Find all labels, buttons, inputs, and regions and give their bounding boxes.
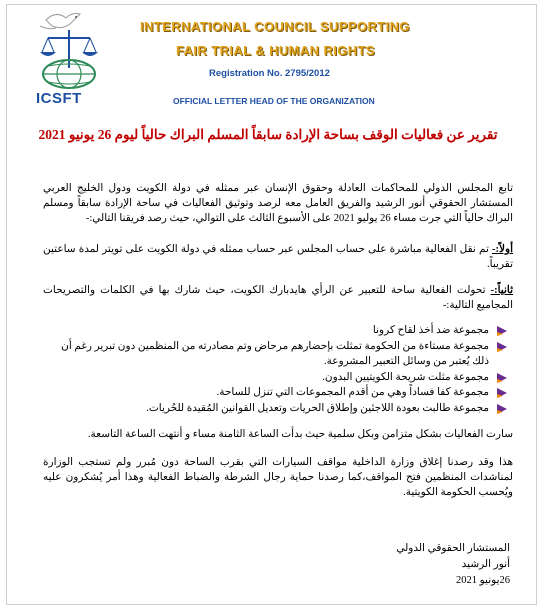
list-item: مجموعة مستاءة من الحكومة تمثلت بإحضارهم مرحاض وتم مصادرته من المنظمين دون تبرير رغم أن ذلك يُعتبر من وسائل التعبير المشروعة.	[43, 339, 513, 370]
dove-icon	[40, 14, 80, 29]
closing-time-paragraph: سارت الفعاليات بشكل متزامن وبكل سلمية حيث بدأت الساعة الثامنة مساء و أنتهت الساعة التاسعة.	[87, 429, 513, 440]
official-letterhead-label: OFFICIAL LETTER HEAD OF THE ORGANIZATION	[173, 96, 375, 106]
org-name-line-1: INTERNATIONAL COUNCIL SUPPORTING	[140, 19, 410, 34]
arrow-bullet-icon	[497, 404, 507, 414]
list-item: مجموعة طالبت بعودة اللاجئين وإطلاق الحريات وتعديل القوانين المُقيدة للحُريات.	[43, 401, 513, 417]
arrow-bullet-icon	[497, 342, 507, 352]
globe-icon	[43, 60, 95, 88]
point-two-lead: ثانياً:-	[490, 285, 513, 296]
point-one-lead: أولاً:-	[492, 244, 513, 255]
org-name-line-2: FAIR TRIAL & HUMAN RIGHTS	[176, 43, 375, 58]
point-one-paragraph	[43, 243, 513, 273]
signature-date: 26يونيو 2021	[456, 575, 510, 586]
scales-of-justice-icon	[40, 30, 98, 68]
intro-paragraph: تابع المجلس الدولي للمحاكمات العادلة وحقوق الإنسان عبر ممثله في دولة الكويت ودول الخليج العربي المستشار الحقوقي أنور الرشيد والفريق العامل معه لرصد وتوثيق الفعاليات في ساحة الإرادة سابقاً ومسلم البراك حالياً التي جرت مساء 26 يوليو 2021 على الأسبوع الثالث على التوالي، حيث رصد فريقنا التالي:-	[43, 183, 513, 224]
logo-text: ICSFT	[36, 90, 82, 107]
list-item: مجموعة كفا فساداً وهي من أقدم المجموعات التي تنزل للساحة.	[43, 385, 513, 401]
groups-list	[43, 323, 513, 416]
point-two-text: تحولت الفعالية ساحة للتعبير عن الرأي هايدبارك الكويت، حيث شارك بها في الكلمات والتصريحات المجاميع التالية:-	[43, 285, 513, 311]
arrow-bullet-icon	[497, 326, 507, 336]
arrow-bullet-icon	[497, 388, 507, 398]
arrow-bullet-icon	[497, 373, 507, 383]
point-two-paragraph	[43, 284, 513, 314]
closing-note-paragraph: هذا وقد رصدنا إغلاق وزارة الداخلية مواقف السيارات التي بقرب الساحة دون مُبرر ولم تستجب الوزارة لمناشدات المنظمين فتح المواقف،كما رصدنا حماية رجال الشرطة والضباط الفعالية وهذا أمر يُشكرون عليه ويُحسب الحكومة الكويتية.	[43, 457, 513, 498]
list-item: مجموعة ضد أخذ لقاح كرونا	[43, 323, 513, 339]
report-title: تقرير عن فعاليات الوقف بساحة الإرادة سابقاً المسلم البراك حالياً ليوم 26 يونيو 2021	[38, 127, 498, 142]
signature-name: أنور الرشيد	[461, 559, 510, 570]
point-one-text: تم نقل الفعالية مباشرة على حساب المجلس عبر حساب ممثله في دولة الكويت على تويتر لمدة ساعتين تقريباً.	[43, 244, 513, 270]
registration-number: Registration No. 2795/2012	[209, 68, 330, 79]
list-item: مجموعة مثلت شريحة الكويتيين البدون.	[43, 370, 513, 386]
signature-role: المستشار الحقوقي الدولي	[396, 543, 510, 554]
